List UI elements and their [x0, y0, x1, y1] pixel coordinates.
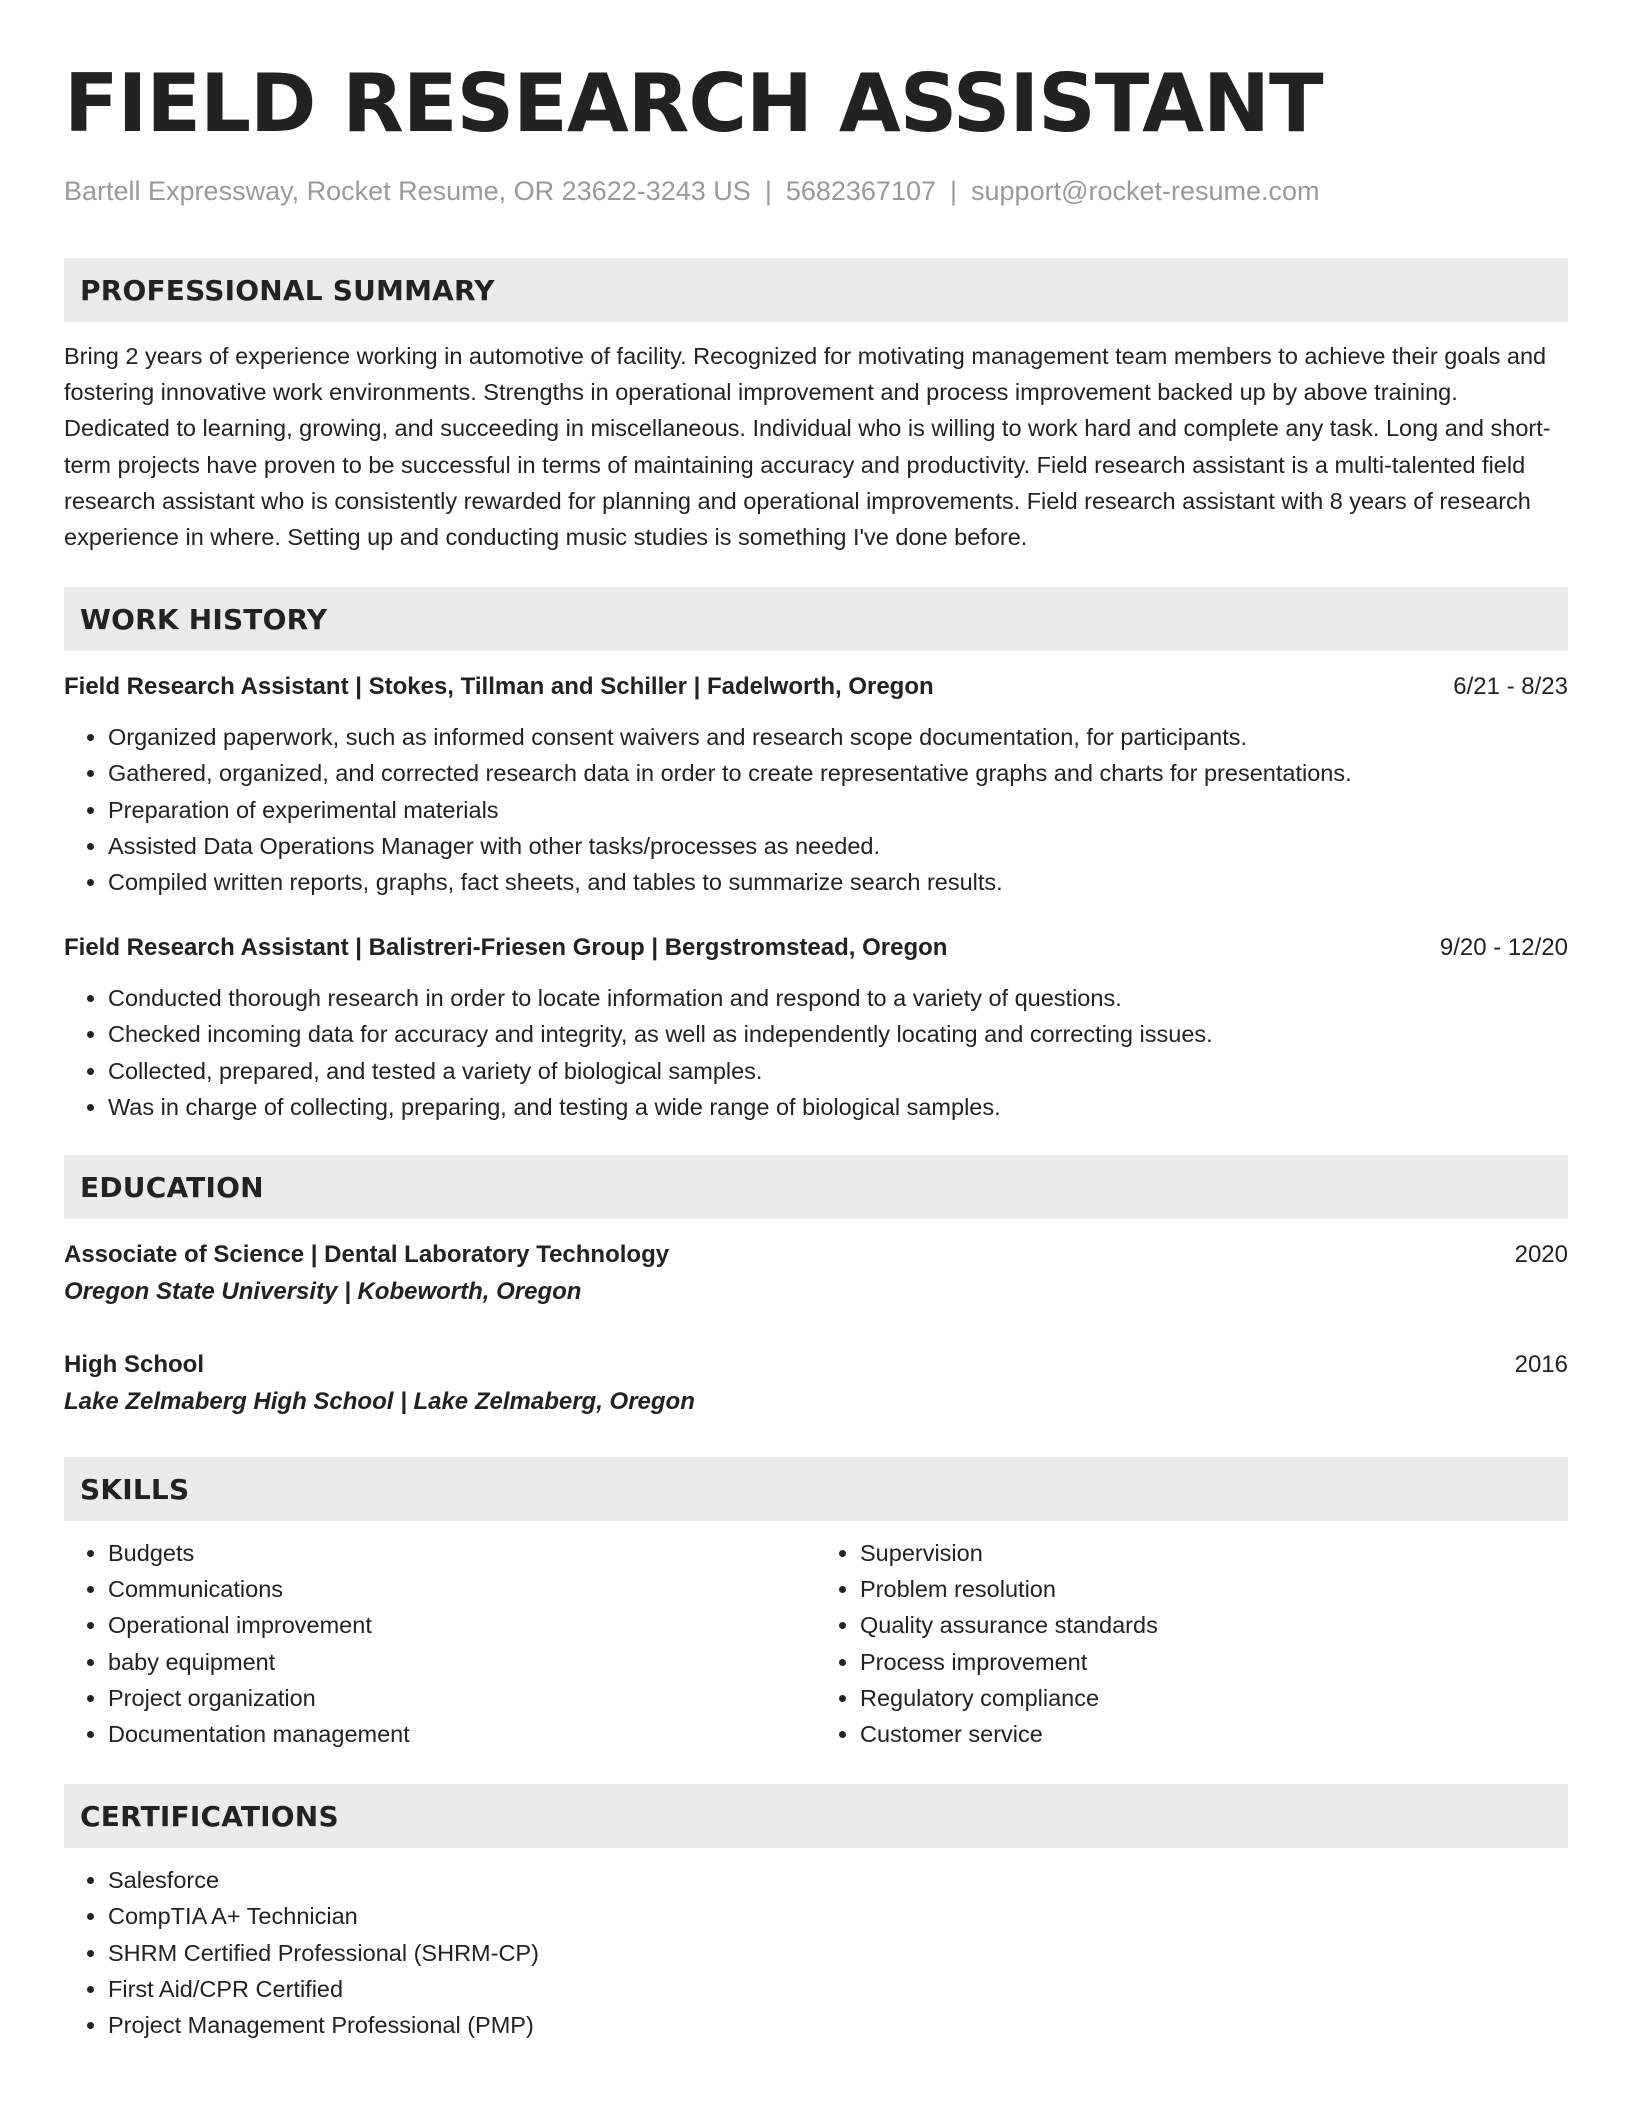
summary-text: Bring 2 years of experience working in automotive of facility. Recognized for motivating management team members to achieve their goals and fostering innovative work environments. Strengths in operational improvement and process improvement backed up by above training. Dedicated to learning, growing, and succeeding in miscellaneous. Individual who is willing to work hard and complete any task. Long and short-term projects have proven to be successful in terms of maintaining accuracy and productivity. Field research assistant is a multi-talented field research assistant who is consistently rewarded for planning and operational improvements. Field research assistant with 8 years of research experience in where. Setting up and conducting music studies is something I've done before.: [64, 343, 1551, 551]
skill-item: • baby equipment: [108, 1644, 816, 1680]
skill-item: • Process improvement: [860, 1644, 1568, 1680]
education-degree: High School: [64, 1351, 204, 1379]
job-bullet: • Gathered, organized, and corrected research data in order to create representative graphs and charts for presentations.: [108, 755, 1568, 791]
job-entry: [64, 930, 1568, 1125]
education-entry: [64, 1237, 1568, 1311]
job-header: [64, 669, 1568, 705]
section-header-work-history: WORK HISTORY: [64, 587, 1568, 651]
job-header: [64, 930, 1568, 966]
contact-separator: |: [950, 176, 958, 206]
job-bullet: • Collected, prepared, and tested a variety of biological samples.: [108, 1053, 1568, 1089]
skill-item: • Project organization: [108, 1680, 816, 1716]
job-dates: 6/21 - 8/23: [1453, 673, 1568, 701]
certification-item: • SHRM Certified Professional (SHRM-CP): [108, 1935, 1568, 1971]
skills-list: [64, 1535, 816, 1752]
skill-item: • Budgets: [108, 1535, 816, 1571]
job-entry: [64, 669, 1568, 900]
job-bullet: • Conducted thorough research in order to locate information and respond to a variety of questions.: [108, 980, 1568, 1016]
skill-item: • Communications: [108, 1571, 816, 1607]
skill-item: • Documentation management: [108, 1716, 816, 1752]
job-bullets: [64, 980, 1568, 1125]
skills-column-left: [64, 1535, 816, 1752]
contact-separator: |: [764, 176, 772, 206]
skills-column-right: [816, 1535, 1568, 1752]
education-year: 2020: [1514, 1241, 1568, 1269]
skill-item: • Operational improvement: [108, 1607, 816, 1643]
job-bullet: • Checked incoming data for accuracy and integrity, as well as independently locating and correcting issues.: [108, 1016, 1568, 1052]
section-header-certifications: CERTIFICATIONS: [64, 1784, 1568, 1848]
job-bullet: • Was in charge of collecting, preparing, and testing a wide range of biological samples.: [108, 1089, 1568, 1125]
skill-item: • Customer service: [860, 1716, 1568, 1752]
certification-item: • First Aid/CPR Certified: [108, 1971, 1568, 2007]
skills-list: [816, 1535, 1568, 1752]
job-bullet: • Organized paperwork, such as informed consent waivers and research scope documentation, for participants.: [108, 719, 1568, 755]
education-year: 2016: [1514, 1351, 1568, 1379]
certifications-list: [64, 1862, 1568, 2043]
certification-item: • CompTIA A+ Technician: [108, 1898, 1568, 1934]
certification-item: • Project Management Professional (PMP): [108, 2007, 1568, 2043]
contact-address: Bartell Expressway, Rocket Resume, OR 23622-3243 US: [64, 176, 751, 206]
skill-item: • Supervision: [860, 1535, 1568, 1571]
job-dates: 9/20 - 12/20: [1439, 934, 1568, 962]
skill-item: • Problem resolution: [860, 1571, 1568, 1607]
job-title: Field Research Assistant | Stokes, Tillman and Schiller | Fadelworth, Oregon: [64, 673, 934, 701]
education-header: [64, 1237, 1568, 1273]
section-header-education: EDUCATION: [64, 1155, 1568, 1219]
education-school: Oregon State University | Kobeworth, Oregon: [64, 1278, 582, 1306]
skills-grid: [64, 1535, 1568, 1752]
education-header: [64, 1347, 1568, 1383]
education-school: Lake Zelmaberg High School | Lake Zelmaberg, Oregon: [64, 1388, 695, 1416]
contact-phone: 5682367107: [785, 176, 936, 206]
job-bullets: [64, 719, 1568, 900]
contact-email: support@rocket-resume.com: [971, 176, 1320, 206]
candidate-name: FIELD RESEARCH ASSISTANT: [64, 57, 1323, 150]
certification-item: • Salesforce: [108, 1862, 1568, 1898]
job-bullet: • Compiled written reports, graphs, fact sheets, and tables to summarize search results.: [108, 864, 1568, 900]
contact-line: [64, 174, 1568, 208]
section-header-summary: PROFESSIONAL SUMMARY: [64, 258, 1568, 322]
job-bullet: • Assisted Data Operations Manager with other tasks/processes as needed.: [108, 828, 1568, 864]
skill-item: • Regulatory compliance: [860, 1680, 1568, 1716]
job-bullet: • Preparation of experimental materials: [108, 792, 1568, 828]
skill-item: • Quality assurance standards: [860, 1607, 1568, 1643]
education-entry: [64, 1347, 1568, 1421]
education-degree: Associate of Science | Dental Laboratory Technology: [64, 1241, 670, 1269]
section-header-skills: SKILLS: [64, 1457, 1568, 1521]
job-title: Field Research Assistant | Balistreri-Friesen Group | Bergstromstead, Oregon: [64, 934, 948, 962]
